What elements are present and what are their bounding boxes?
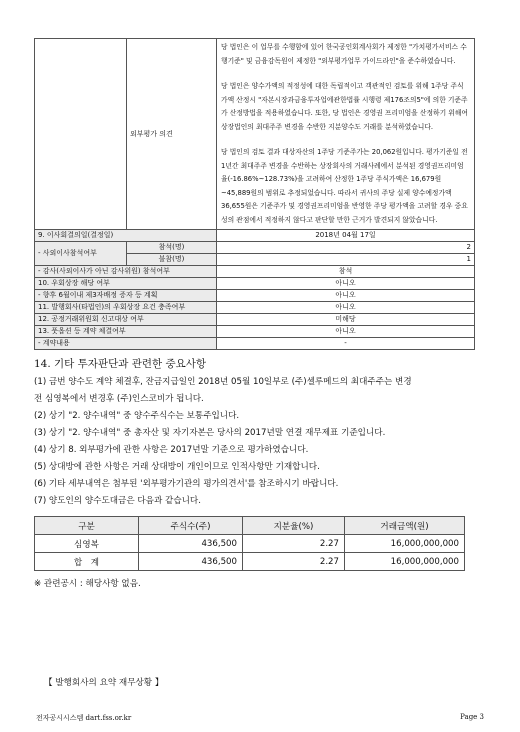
table-row [35, 278, 475, 290]
cell: 합 계 [35, 553, 139, 571]
disclosure-table [34, 38, 475, 350]
share-table-header [35, 517, 465, 535]
opinion-label: 외부평가 의견 [127, 39, 217, 230]
table-row [35, 290, 475, 302]
list-item: (7) 양도인의 양수도대금은 다음과 같습니다. [34, 496, 201, 506]
row-label: 11. 발행회사(타법인)의 우회상장 요건 충족여부 [35, 302, 217, 314]
cell: 16,000,000,000 [345, 553, 465, 571]
cell: 436,500 [139, 553, 243, 571]
list-item: (6) 기타 세부내역은 첨부된 '외부평가기관의 평가의견서'를 참조하시기 바랍니다. [34, 479, 339, 489]
opinion-paragraph: 당 법인의 검토 결과 대상자산의 1주당 기준주가는 20,062원입니다. 평가기준일 전 1년간 최대주주 변경을 수반하는 상장회사의 거래사례에서 분석된 경영권프리미엄율(-16.86%~128.73%)을 고려하여 산정한 1주당 주식가액은 16,679원~45,889원의 범위로 추정되었습니다. 따라서 귀사의 주당 실제 양수예정가액 36,655원은 기준주가 및 경영권프리미엄을 반영한 주당 평가액을 고려할 경우 중요성의 관점에서 적정하지 않다고 판단할 만한 근거가 발견되지 않았습니다. [221, 148, 468, 224]
section-14-title: 14. 기타 투자판단과 관련한 중요사항 [34, 358, 207, 370]
column-header: 거래금액(원) [345, 517, 465, 535]
disclosure-page [34, 38, 474, 589]
footer-site: 전자공시시스템 dart.fss.or.kr [36, 714, 132, 722]
row-label: - 향후 6월이내 제3자배정 증자 등 계획 [35, 290, 217, 302]
row-label: 12. 공정거래위원회 신고대상 여부 [35, 314, 217, 326]
auditor-label: - 감사(사외이사가 아닌 감사위원) 참석여부 [35, 266, 217, 278]
financial-summary-heading: 【 발행회사의 요약 재무상황 】 [44, 678, 164, 688]
list-item: (2) 상기 "2. 양수내역" 중 양수주식수는 보통주입니다. [34, 411, 240, 421]
table-row [35, 326, 475, 338]
list-item: (3) 상기 "2. 양수내역" 중 총자산 및 자기자본은 당사의 2017년말 연결 재무제표 기준입니다. [34, 428, 386, 438]
column-header: 구분 [35, 517, 139, 535]
present-label: 참석(명) [127, 242, 217, 254]
column-header: 주식수(주) [139, 517, 243, 535]
table-row [35, 553, 465, 571]
cell: 2.27 [243, 553, 345, 571]
auditor-row [35, 266, 475, 278]
row-value: 아니오 [217, 290, 475, 302]
table-row [35, 302, 475, 314]
auditor-value: 참석 [217, 266, 475, 278]
absent-value: 1 [217, 254, 475, 266]
absent-label: 불참(명) [127, 254, 217, 266]
related-disclosure-note: ※ 관련공시 : 해당사항 없음. [34, 579, 141, 589]
opinion-text [217, 39, 475, 230]
row-value: 미해당 [217, 314, 475, 326]
section-14-list [34, 374, 474, 510]
opinion-row [35, 39, 475, 230]
opinion-paragraph: 당 법인은 이 업무를 수행함에 있어 한국공인회계사회가 제정한 "가치평가서비스 수행기준" 및 금융감독원이 제정한 "외부평가업무 가이드라인"을 준수하였습니다. [221, 43, 467, 65]
row-label: - 계약내용 [35, 338, 217, 350]
row-value: 아니오 [217, 302, 475, 314]
row-value: 아니오 [217, 326, 475, 338]
outside-director-present-row [35, 242, 475, 254]
row-label: 13. 풋옵션 등 계약 체결여부 [35, 326, 217, 338]
board-date-value: 2018년 04월 17일 [217, 230, 475, 242]
list-item: (5) 상대방에 관한 사항은 거래 상대방이 개인이므로 인적사항만 기재합니다. [34, 462, 320, 472]
column-header: 지분율(%) [243, 517, 345, 535]
cell: 16,000,000,000 [345, 535, 465, 553]
cell: 436,500 [139, 535, 243, 553]
row-value: 아니오 [217, 278, 475, 290]
outside-director-label: - 사외이사참석여부 [35, 242, 127, 266]
table-row [35, 314, 475, 326]
list-item: (4) 상기 8. 외부평가에 관한 사항은 2017년말 기준으로 평가하였습니다. [34, 445, 309, 455]
board-date-row [35, 230, 475, 242]
opinion-paragraph: 당 법인은 양수가액의 적정성에 대한 독립적이고 객관적인 검토를 위해 1주당 주식가액 산정시 "자본시장과금융투자업에관한법률 시행령 제176조의5"에 의한 기준주가 산정방법을 적용하였습니다. 또한, 당 법인은 경영권 프리미엄을 산정하기 위해여상장법인의 최대주주 변경을 수반한 지분양수도 거래를 분석하였습니다. [221, 82, 469, 131]
cell: 2.27 [243, 535, 345, 553]
table-row [35, 338, 475, 350]
footer-page-number: Page 3 [460, 713, 484, 721]
present-value: 2 [217, 242, 475, 254]
board-date-label: 9. 이사회결의일(결정일) [35, 230, 217, 242]
list-item: (1) 금번 양수도 계약 체결후, 잔금지급일인 2018년 05월 10일부로 (주)셀루메드의 최대주주는 변경 [34, 377, 412, 387]
table-row [35, 535, 465, 553]
row-value: - [217, 338, 475, 350]
row-label: 10. 우회상장 해당 여부 [35, 278, 217, 290]
list-item: 전 심영복에서 변경후 (주)인스코비가 됩니다. [34, 394, 204, 404]
share-table [34, 516, 465, 571]
cell: 심영복 [35, 535, 139, 553]
